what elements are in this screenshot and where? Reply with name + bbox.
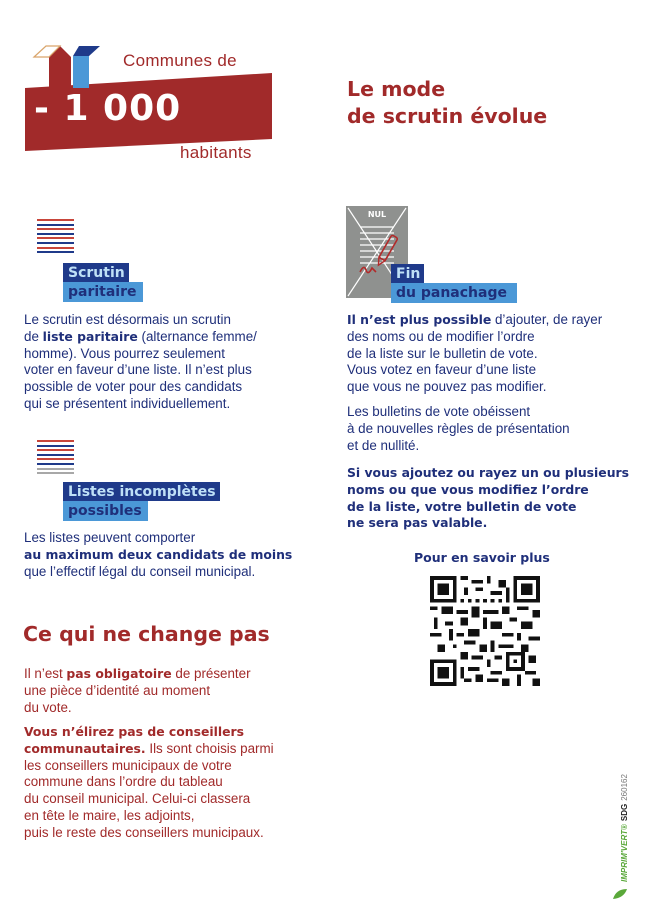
text-line: commune dans l’ordre du tableau xyxy=(24,774,223,790)
text-line: que l’effectif légal du conseil municipal. xyxy=(24,563,256,579)
logo-number: - 1 000 xyxy=(34,88,182,129)
label-line2: paritaire xyxy=(63,282,143,302)
more-info-label: Pour en savoir plus xyxy=(414,550,550,565)
text-line: possible de voter pour des candidats xyxy=(24,379,243,395)
paragraph-listes-incompletes xyxy=(24,530,324,580)
imprint-text xyxy=(620,774,629,882)
label-line1: Listes incomplètes xyxy=(63,482,220,501)
text-line: au maximum deux candidats de moins xyxy=(24,546,293,562)
text-line: qui se présentent individuellement. xyxy=(24,395,231,411)
label-line1: Scrutin xyxy=(63,263,129,282)
text-line: Les listes peuvent comporter xyxy=(24,530,196,545)
leaf-icon xyxy=(612,888,628,900)
text-line: une pièce d’identité au moment xyxy=(24,682,211,698)
text-line: de la liste sur le bulletin de vote. xyxy=(347,345,538,361)
text-line: Il n’est plus possible d’ajouter, de rayer xyxy=(347,312,603,327)
section-label-scrutin-paritaire xyxy=(63,263,143,302)
text-line: homme). Vous pourrez seulement xyxy=(24,345,225,361)
paragraph-bulletins-regles xyxy=(347,404,637,454)
text-line: du vote. xyxy=(24,699,72,715)
label-line1: Fin xyxy=(391,264,424,283)
text-line: noms ou que vous modifiez l’ordre xyxy=(347,481,589,497)
page-title-line2: de scrutin évolue xyxy=(347,104,548,128)
paragraph-fin-panachage xyxy=(347,312,637,396)
flag-stripes-icon xyxy=(37,440,74,477)
communes-logo xyxy=(0,0,300,175)
label-line2: possibles xyxy=(63,501,148,521)
page-title-line1: Le mode xyxy=(347,77,446,101)
qr-code-icon[interactable] xyxy=(430,576,540,690)
imprint-sdg: SDG xyxy=(620,803,629,822)
section-title-unchanged: Ce qui ne change pas xyxy=(23,622,270,646)
text-line: du conseil municipal. Celui-ci classera xyxy=(24,791,251,807)
paragraph-conseillers-communautaires xyxy=(24,724,324,842)
page-title xyxy=(347,76,547,130)
label-line2: du panachage xyxy=(391,283,517,303)
svg-text:NUL: NUL xyxy=(367,210,387,219)
paragraph-bulletin-invalide xyxy=(347,465,637,532)
imprint-brand: IMPRIM'VERT® xyxy=(620,824,629,882)
text-line: Vous n’élirez pas de conseillers xyxy=(24,724,244,739)
text-line: Si vous ajoutez ou rayez un ou plusieurs xyxy=(347,465,629,480)
section-label-fin-panachage xyxy=(391,264,517,303)
text-line: voter en faveur d’une liste. Il n’est plus xyxy=(24,362,252,378)
logo-top-text: Communes de xyxy=(123,51,237,70)
text-line: à de nouvelles règles de présentation xyxy=(347,420,570,436)
text-line: de liste paritaire (alternance femme/ xyxy=(24,328,257,344)
text-line: Les bulletins de vote obéissent xyxy=(347,404,531,419)
paragraph-id-not-required xyxy=(24,666,324,716)
paragraph-scrutin-paritaire xyxy=(24,312,324,413)
imprint-code: 260162 xyxy=(620,774,629,801)
imprint-vert-logo xyxy=(612,774,636,905)
text-line: les conseillers municipaux de votre xyxy=(24,757,232,773)
text-line: des noms ou de modifier l’ordre xyxy=(347,328,535,344)
text-line: Il n’est pas obligatoire de présenter xyxy=(24,666,251,681)
text-line: Le scrutin est désormais un scrutin xyxy=(24,312,231,327)
text-line: de la liste, votre bulletin de vote xyxy=(347,498,577,514)
flag-stripes-icon xyxy=(37,219,74,256)
text-line: ne sera pas valable. xyxy=(347,515,488,531)
text-line: que vous ne pouvez pas modifier. xyxy=(347,379,547,395)
text-line: et de nullité. xyxy=(347,437,420,453)
text-line: communautaires. Ils sont choisis parmi xyxy=(24,740,274,756)
text-line: Vous votez en faveur d’une liste xyxy=(347,362,537,378)
section-label-listes-incompletes xyxy=(63,482,220,521)
logo-bottom-text: habitants xyxy=(180,143,252,162)
text-line: puis le reste des conseillers municipaux. xyxy=(24,824,264,840)
text-line: en tête le maire, les adjoints, xyxy=(24,807,195,823)
